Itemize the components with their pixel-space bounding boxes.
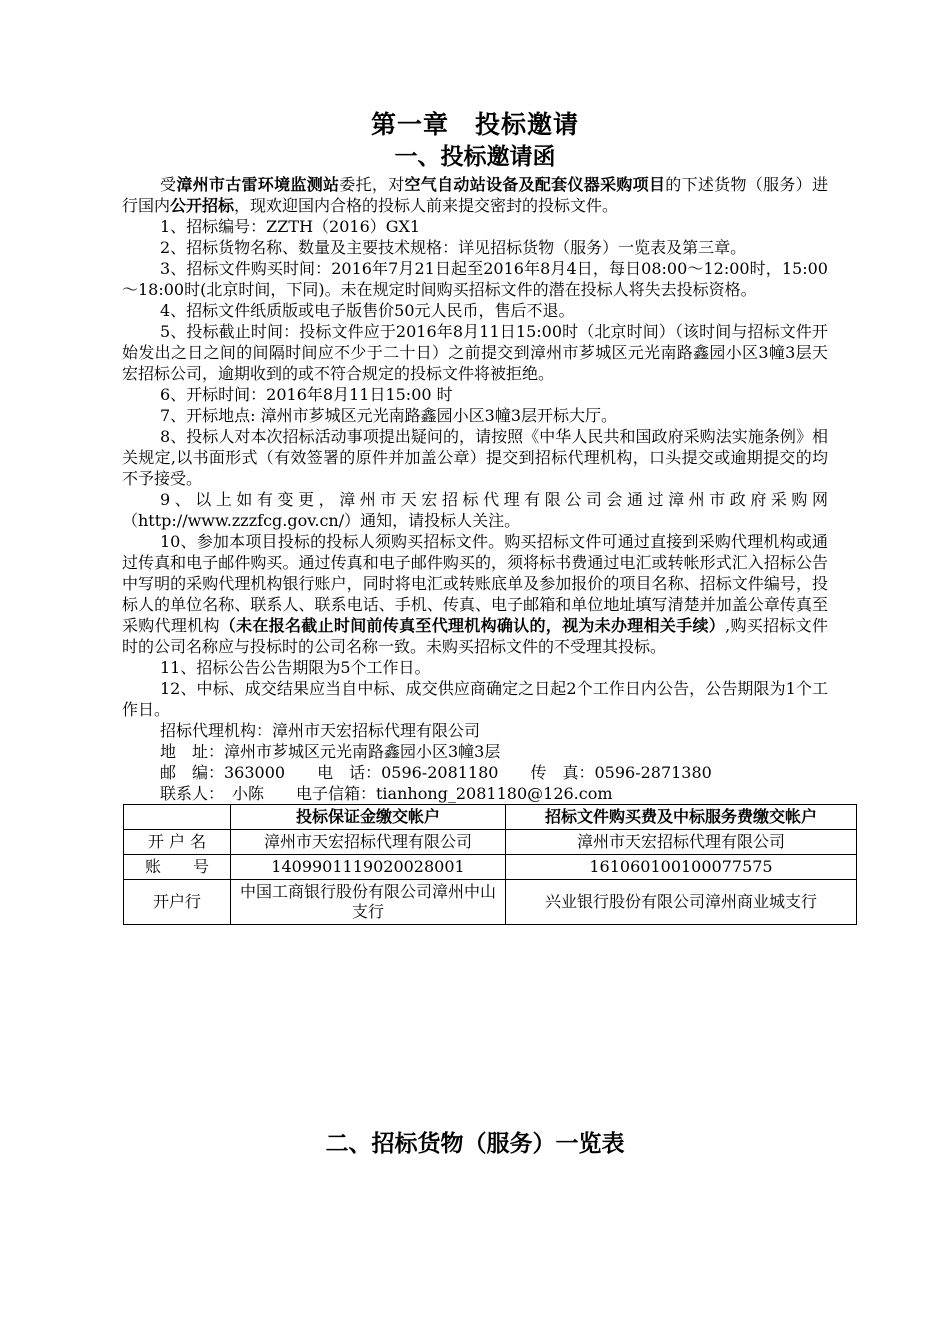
table-header-cell: 招标文件购买费及中标服务费缴交帐户 [506,805,857,830]
chapter-title: 第一章 投标邀请 [370,110,579,139]
item-10: 10、参加本项目投标的投标人须购买招标文件。购买招标文件可通过直接到采购代理机构或通过传真和电子邮件购买。通过传真和电子邮件购买的，须将标书费通过电汇或转帐形式汇入招标公告中写明的采购代理机构银行账户，同时将电汇或转账底单及参加报价的项目名称、招标文件编号，投标人的单位名称、联系人、联系电话、手机、传真、电子邮箱和单位地址填写清楚并加盖公章传真至采购代理机构（未在报名截止时间前传真至代理机构确认的，视为未办理相关手续）,购买招标文件时的公司名称应与投标时的公司名称一致。未购买招标文件的不受理其投标。 [122,532,828,656]
item-3: 3、招标文件购买时间：2016年7月21日起至2016年8月4日，每日08:00～12:00时，15:00～18:00时(北京时间，下同)。未在规定时间购买招标文件的潜在投标人将失去投标资格。 [122,259,828,299]
table-cell: 兴业银行股份有限公司漳州商业城支行 [506,880,857,925]
item-8: 8、投标人对本次招标活动事项提出疑问的，请按照《中华人民共和国政府采购法实施条例》相关规定,以书面形式（有效签署的原件并加盖公章）提交到招标代理机构，口头提交或逾期提交的均不予接受。 [122,427,828,488]
item-2: 2、招标货物名称、数量及主要技术规格：详见招标货物（服务）一览表及第三章。 [160,238,747,257]
item-6: 6、开标时间：2016年8月11日15:00 时 [160,385,453,404]
item-11: 11、招标公告公告期限为5个工作日。 [160,658,431,677]
contact-person-email: 联系人： 小陈 电子信箱：tianhong_2081180@126.com [160,784,613,803]
item-5: 5、投标截止时间：投标文件应于2016年8月11日15:00时（北京时间）（该时间与招标文件开始发出之日之间的间隔时间应不少于二十日）之前提交到漳州市芗城区元光南路鑫园小区3幢3层天宏招标公司，逾期收到的或不符合规定的投标文件将被拒绝。 [122,322,828,383]
intro-paragraph: 受漳州市古雷环境监测站委托，对空气自动站设备及配套仪器采购项目的下述货物（服务）进行国内公开招标，现欢迎国内合格的投标人前来提交密封的投标文件。 [122,175,828,215]
tender-method: 公开招标 [170,196,235,215]
project-name: 空气自动站设备及配套仪器采购项目 [404,175,666,194]
table-row [124,880,857,925]
item-7: 7、开标地点: 漳州市芗城区元光南路鑫园小区3幢3层开标大厅。 [160,406,618,425]
contact-postal-phone-fax: 邮 编：363000 电 话：0596-2081180 传 真：0596-2871380 [160,763,712,782]
table-cell: 161060100100077575 [506,855,857,880]
section-2-title: 二、招标货物（服务）一览表 [325,1130,625,1157]
table-row [124,830,857,855]
client-name: 漳州市古雷环境监测站 [176,175,340,194]
item-10-note: （未在报名截止时间前传真至代理机构确认的，视为未办理相关手续） [219,616,726,635]
table-header-row [124,805,857,830]
document-page [122,108,828,925]
bank-account-table [123,804,857,925]
item-12: 12、中标、成交结果应当自中标、成交供应商确定之日起2个工作日内公告，公告期限为1个工作日。 [122,679,828,719]
table-cell: 账 号 [124,855,231,880]
item-1: 1、招标编号：ZZTH（2016）GX1 [160,217,421,236]
table-header-cell: 投标保证金缴交帐户 [231,805,506,830]
contact-agency: 招标代理机构：漳州市天宏招标代理有限公司 [160,721,481,740]
table-cell: 漳州市天宏招标代理有限公司 [231,830,506,855]
section-title: 一、投标邀请函 [394,143,556,170]
table-cell: 开户行 [124,880,231,925]
table-cell: 漳州市天宏招标代理有限公司 [506,830,857,855]
item-9: 9、以上如有变更，漳州市天宏招标代理有限公司会通过漳州市政府采购网（http://www.zzzfcg.gov.cn/）通知，请投标人关注。 [122,490,828,530]
table-cell: 开 户 名 [124,830,231,855]
item-4: 4、招标文件纸质版或电子版售价50元人民币，售后不退。 [160,301,575,320]
contact-address: 地 址：漳州市芗城区元光南路鑫园小区3幢3层 [160,742,501,761]
table-row [124,855,857,880]
table-cell: 1409901119020028001 [231,855,506,880]
table-header-cell [124,805,231,830]
table-cell: 中国工商银行股份有限公司漳州中山支行 [231,880,506,925]
